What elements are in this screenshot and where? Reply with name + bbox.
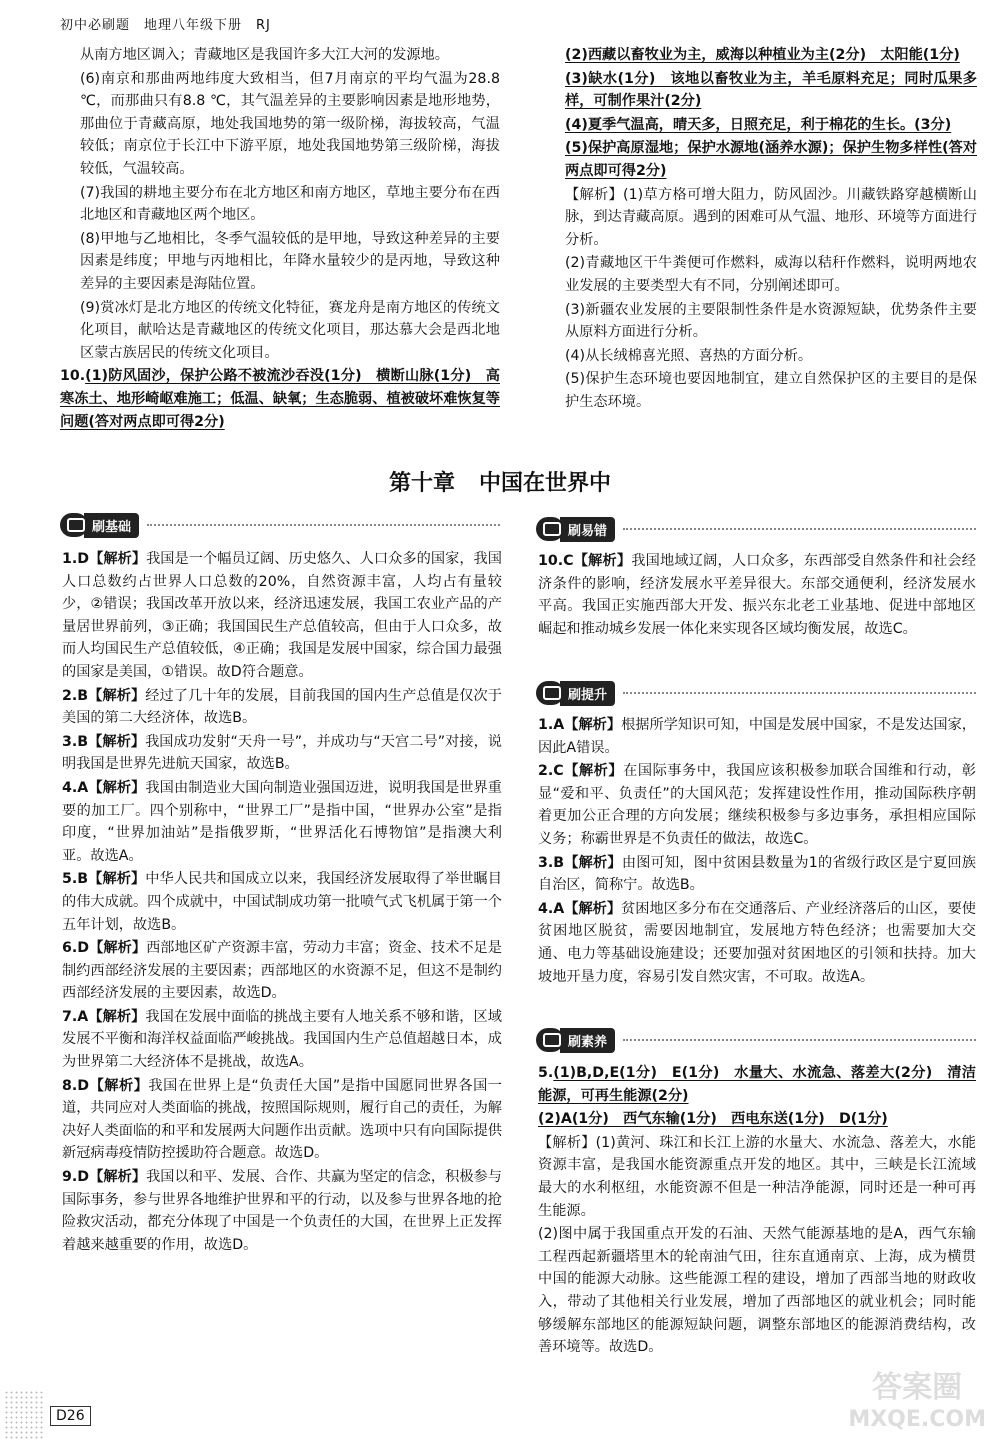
answer-item (538, 760, 976, 850)
answer-line (538, 1108, 976, 1131)
analysis-text: 经过了几十年的发展，目前我国的国内生产总值是仅次于美国的第二大经济体，故选B。 (62, 687, 502, 727)
analysis-tag: 【解析】 (564, 900, 622, 917)
analysis-tag: 【解析】 (89, 1077, 149, 1094)
analysis-tag: 【解析】 (88, 779, 146, 796)
paragraph-text: (3)新疆农业发展的主要限制性条件是水资源短缺，优势条件主要从原料方面进行分析。 (565, 301, 977, 341)
analysis-tag: 【解析】 (564, 854, 622, 871)
analysis-tag: 【解析】 (88, 1008, 146, 1025)
running-header: 初中必刷题 地理八年级下册 RJ (60, 18, 271, 33)
paragraph-text: (4)夏季气温高，晴天多，日照充足，利于棉花的生长。(3分) (565, 116, 952, 133)
answer-choice: B (553, 854, 565, 871)
paragraph-text: (6)南京和那曲两地纬度大致相当，但7月南京的平均气温为28.8 ℃，而那曲只有8.8 ℃，其气温差异的主要影响因素是地形地势，那曲位于青藏高原，地处我国地势的第一级阶梯，海拔较高，气温较低；南京位于长江中下游平原，地处我国地势第三级阶梯，海拔较低，气温较高。 (80, 70, 500, 177)
paragraph-text: (3)缺水(1分) 该地以畜牧业为主，羊毛原料充足；同时瓜果多样，可制作果汁(2分) (565, 70, 977, 110)
analysis-tag: 【解析】 (88, 687, 146, 704)
question-number: 1. (538, 717, 554, 733)
right-improve-column (538, 714, 976, 989)
analysis-text: 我国在发展中面临的挑战主要有人地关系不够和谐，区域发展不平衡和海洋权益面临严峻挑战。我国国内生产总值超越日本，成为世界第二大经济体不是挑战，故选A。 (62, 1008, 502, 1071)
answer-paragraph (565, 114, 977, 137)
answer-paragraph (80, 182, 500, 227)
left-answers-column (62, 548, 502, 1257)
right-top-column (565, 44, 977, 415)
question-number: 9. (62, 1169, 78, 1186)
paragraph-text: (5)保护高原湿地；保护水源地(涵养水源)；保护生物多样性(答对两点即可得2分) (565, 140, 977, 179)
question-number: 3. (62, 733, 78, 750)
answer-text: (2)A(1分) 西气东输(1分) 西电东送(1分) D(1分) (538, 1111, 888, 1128)
answer-paragraph (565, 44, 977, 67)
answer-item (538, 714, 976, 759)
answer-paragraph (565, 299, 977, 344)
analysis-tag: 【解析】 (564, 717, 622, 733)
answer-choice: C (553, 763, 564, 780)
chapter-title: 中国在世界中 (479, 470, 612, 496)
analysis-text: 我国由制造业大国向制造业强国迈进，说明我国是世界重要的加工厂。四个别称中，“世界工厂”是指中国，“世界办公室”是指印度，“世界加油站”是指俄罗斯，“世界活化石博物馆”是指澳大利亚。故选A。 (62, 779, 502, 864)
analysis-text: 在国际事务中，我国应该积极参加联合国维和行动，彰显“爱和平、负责任”的大国风范；发挥建设性作用，推动国际秩序朝着更加公正合理的方向发展；继续积极参与多边事务，承担相应国际义务；称霸世界是不负责任的做法，故选C。 (538, 763, 976, 847)
paragraph-text: 从南方地区调入；青藏地区是我国许多大江大河的发源地。 (80, 47, 449, 63)
analysis-text: 我国在世界上是“负责任大国”是指中国愿同世界各国一道，共同应对人类面临的挑战，按照国际规则，履行自己的责任，为解决好人类面临的和平和发展两大问题作出贡献。选项中只有向国际提供新冠病毒疫情防控援助符合题意。故选D。 (62, 1077, 502, 1162)
answer-paragraph (565, 345, 977, 368)
answer-choice: D (77, 1169, 90, 1186)
answer-choice: A (77, 1008, 89, 1025)
right-error-column (538, 550, 976, 641)
answer-item (538, 550, 976, 640)
answer-item (62, 1075, 502, 1165)
answer-item (62, 731, 502, 776)
analysis-text: 西部地区矿产资源丰富，劳动力丰富；资金、技术不足是制约西部经济发展的主要因素；西部地区的水资源不足，但这不是制约西部经济发展的主要因素，故选D。 (62, 940, 502, 1002)
question-number: 5. (538, 1065, 554, 1081)
analysis-tag: 【解析】 (89, 940, 147, 957)
book-icon (536, 517, 564, 541)
answer-paragraph (565, 137, 977, 182)
answer-item (62, 1166, 502, 1256)
analysis-tag: 【解析】 (89, 1169, 147, 1186)
answer-paragraph (565, 252, 977, 297)
question-number: 3. (538, 854, 554, 871)
answer-item (538, 852, 976, 897)
analysis-text: 我国成功发射“天舟一号”，并成功与“天宫二号”对接，说明我国是世界先进航天国家，故选B。 (62, 733, 502, 773)
answer-item (62, 868, 502, 936)
question-number: 2. (62, 687, 78, 704)
answer-paragraph (80, 44, 500, 67)
analysis-paragraph: (2)图中属于我国重点开发的石油、天然气能源基地的是A，西气东输工程西起新疆塔里木的轮南油气田，往东直通南京、上海，成为横贯中国的能源大动脉。这些能源工程的建设，增加了西部当地的财政收入，带动了其他相关行业发展，增加了西部地区的就业机会；同时能够缓解东部地区的能源短缺问题，调整东部地区的能源消费结构，改善环境等。故选D。 (538, 1226, 976, 1356)
analysis-text: 我国以和平、发展、合作、共赢为坚定的信念，积极参与国际事务，参与世界各地维护世界和平的行动，以及参与世界各地的抢险救灾活动，都充分体现了中国是一个负责任的大国，在世界上正发挥着越来越重要的作用，故选D。 (62, 1169, 502, 1253)
answer-choice: D (77, 1077, 90, 1094)
decorative-dots (4, 1390, 44, 1440)
paragraph-text: (2)青藏地区干牛粪便可作燃料，威海以秸秆作燃料，说明两地农业发展的主要类型大有不同，分别阐述即可。 (565, 255, 977, 294)
question-number: 4. (538, 900, 554, 917)
question-number: 7. (62, 1008, 78, 1025)
section-badge-literacy: 刷素养 (536, 1027, 976, 1053)
paragraph-text: (7)我国的耕地主要分布在北方地区和南方地区，草地主要分布在西北地区和青藏地区两个地区。 (80, 184, 500, 224)
answer-paragraph (80, 297, 500, 365)
page-number: D26 (50, 1406, 91, 1426)
analysis-tag: 【解析】 (88, 871, 146, 888)
left-top-column (60, 44, 500, 434)
right-literacy-column (538, 1062, 976, 1360)
answer-paragraph (565, 68, 977, 113)
answer-paragraph (80, 68, 500, 181)
answer-choice: B (77, 687, 89, 704)
analysis-tag: 【解析】 (89, 551, 147, 567)
answer-choice: A (553, 900, 565, 917)
answer-item (62, 937, 502, 1005)
chapter-heading (0, 466, 1000, 497)
question-number: 2. (538, 763, 554, 780)
analysis-text: 我国是一个幅员辽阔、历史悠久、人口众多的国家，我国人口总数约占世界人口总数的20%，自然资源丰富，人均占有量较少，②错误；我国改革开放以来，经济迅速发展，我国工农业产品的产量居世界前列，③正确；我国国民生产总值较高，但由于人口众多，故而人均国民生产总值较低，④正确；我国是发展中国家，综合国力最强的国家是美国，①错误。故D符合题意。 (62, 551, 502, 680)
chapter-number: 第十章 (388, 470, 455, 496)
analysis-text: 贫困地区多分布在交通落后、产业经济落后的山区，要使贫困地区脱贫，需要因地制宜，发展地方特色经济；也需要加大交通、电力等基础设施建设；还要加强对贫困地区的引领和扶持。加大坡地开垦力度，容易引发自然灾害，不可取。故选A。 (538, 900, 976, 985)
book-icon (536, 681, 564, 705)
book-icon (60, 513, 88, 537)
answer-item (538, 898, 976, 988)
answer-choice: B (77, 871, 89, 888)
answer-paragraph (565, 184, 977, 252)
paragraph-text: (2)西藏以畜牧业为主，威海以种植业为主(2分) 太阳能(1分) (565, 47, 960, 63)
question-number: 1. (62, 551, 78, 567)
answer-choice: D (77, 940, 90, 957)
analysis-text: 根据所学知识可知，中国是发展中国家，不是发达国家，因此A错误。 (538, 717, 976, 756)
analysis-text: 我国地域辽阔，人口众多，东西部受自然条件和社会经济条件的影响，经济发展水平差异很大。东部交通便利，经济发展水平高。我国正实施西部大开发、振兴东北老工业基地、促进中部地区崛起和推动城乡发展一体化来实现各区域均衡发展，故选C。 (538, 553, 976, 637)
answer-choice: D (77, 551, 90, 567)
paragraph-text: (1)防风固沙，保护公路不被流沙吞没(1分) 横断山脉(1分) 高寒冻土、地形崎岖难施工；低温、缺氧；生态脆弱、植被破坏难恢复等问题(答对两点即可得2分) (60, 368, 500, 430)
answer-item (62, 777, 502, 867)
analysis-tag: 【解析】 (563, 763, 624, 780)
analysis-tag: 【解析】 (573, 553, 632, 569)
section-badge-improve: 刷提升 (536, 680, 976, 706)
question-number: 8. (62, 1077, 78, 1094)
answer-item (62, 1006, 502, 1074)
paragraph-text: (9)赏冰灯是北方地区的传统文化特征，赛龙舟是南方地区的传统文化项目，献哈达是青藏地区的传统文化项目，那达慕大会是西北地区蒙古族居民的传统文化项目。 (80, 299, 500, 361)
answer-choice: C (563, 553, 574, 569)
paragraph-text: (5)保护生态环境也要因地制宜，建立自然保护区的主要目的是保护生态环境。 (565, 371, 977, 410)
answer-choice: B (77, 733, 89, 750)
answer-paragraph (565, 368, 977, 413)
question-number: 10. (60, 368, 86, 385)
paragraph-text: (4)从长绒棉喜光照、喜热的方面分析。 (565, 347, 813, 364)
analysis-text: 中华人民共和国成立以来，我国经济发展取得了举世瞩目的伟大成就。四个成就中，中国试制成功第一批喷气式飞机属于第一个五年计划，故选B。 (62, 871, 502, 933)
question-number: 10. (538, 553, 564, 569)
answer-paragraph (80, 228, 500, 296)
section-badge-basic: 刷基础 (60, 512, 500, 538)
book-icon (536, 1028, 564, 1052)
answer-text: (1)B,D,E(1分) E(1分) 水量大、水流急、落差大(2分) 清洁能源，可再生能源(2分) (538, 1065, 976, 1104)
analysis-tag: 【解析】 (88, 733, 146, 750)
paragraph-text: (8)甲地与乙地相比，冬季气温较低的是甲地，导致这种差异的主要因素是纬度；甲地与丙地相比，年降水量较少的是丙地，导致这种差异的主要因素是海陆位置。 (80, 230, 500, 292)
question-number: 4. (62, 779, 78, 796)
question-number: 6. (62, 940, 78, 957)
section-badge-error: 刷易错 (536, 516, 976, 542)
analysis-text: 由图可知，图中贫困县数量为1的省级行政区是宁夏回族自治区，简称宁。故选B。 (538, 854, 976, 894)
answer-paragraph (60, 365, 500, 433)
answer-item (62, 685, 502, 730)
answer-choice: A (553, 717, 565, 733)
answer-line (538, 1062, 976, 1107)
analysis-paragraph: 【解析】(1)黄河、珠江和长江上游的水量大、水流急、落差大，水能资源丰富，是我国水能资源重点开发的地区。其中，三峡是长江流域最大的水利枢纽，水能资源不但是一种洁净能源，同时还是一种可再生能源。 (538, 1134, 976, 1219)
paragraph-text: 【解析】(1)草方格可增大阻力，防风固沙。川藏铁路穿越横断山脉，到达青藏高原。遇到的困难可从气温、地形、环境等方面进行分析。 (565, 186, 977, 248)
question-number: 5. (62, 871, 78, 888)
watermark-logo: 答案圈 MXQE.COM (848, 1370, 986, 1432)
answer-item (62, 548, 502, 684)
answer-choice: A (77, 779, 89, 796)
